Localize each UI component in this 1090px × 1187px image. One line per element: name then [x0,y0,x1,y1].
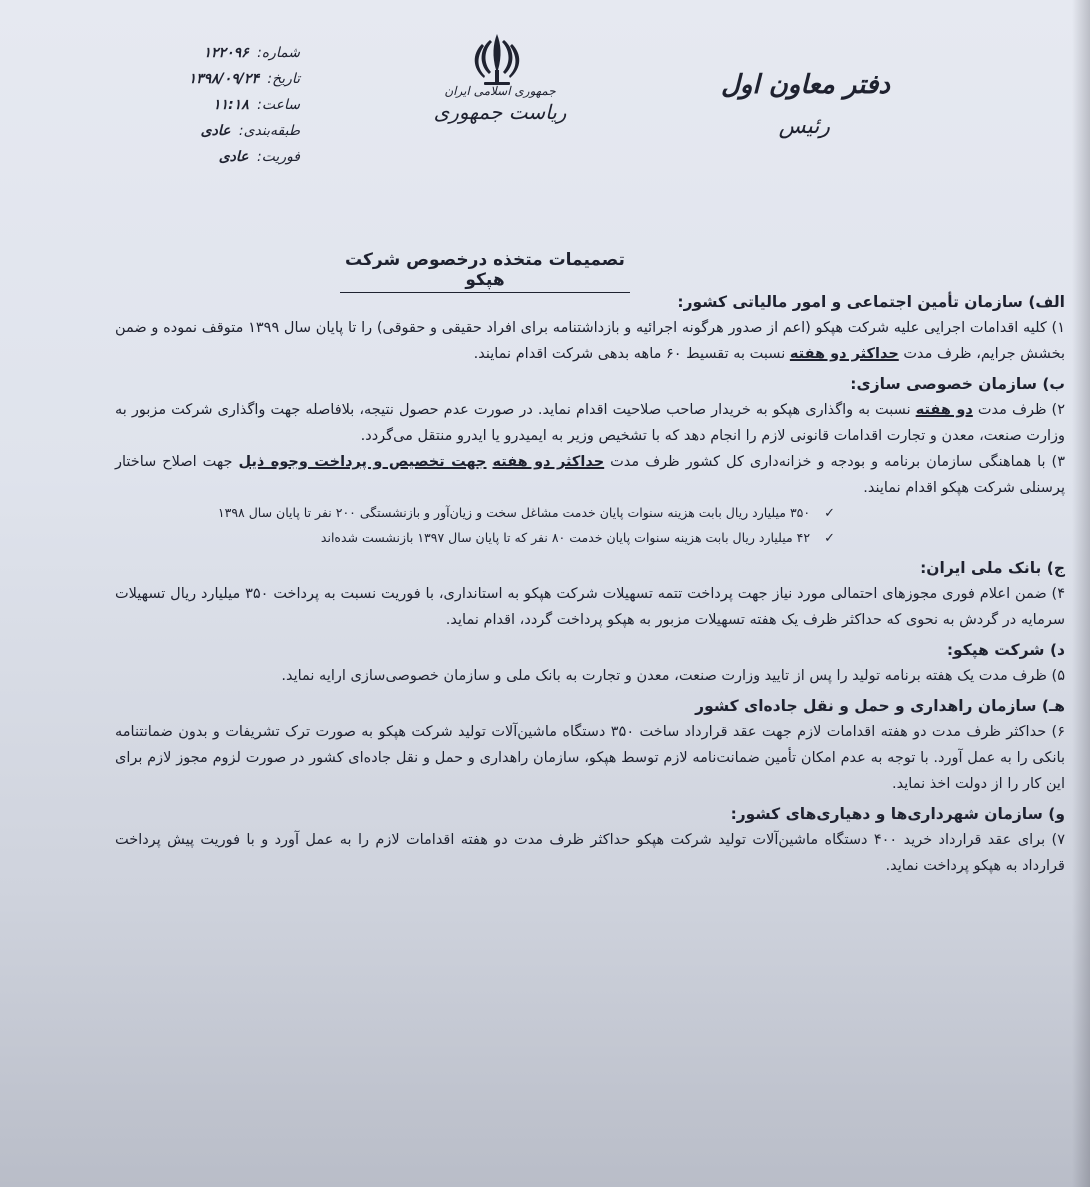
presidency-title: جمهوری اسلامی ایران ریاست جمهوری [433,84,567,124]
letter-number: شماره: ۱۲۲۰۹۶ [203,45,300,61]
item-1: ۱) کلیه اقدامات اجرایی علیه شرکت هپکو (اعم از صدور هرگونه اجرائیه و بازداشتنامه برای افراد حقیقی و حقوقی) را تا پایان سال ۱۳۹۹ متوقف نموده و ضمن بخشش جرایم، ظرف مدت حداکثر دو هفته نسبت به تقسیط ۶۰ ماهه بدهی شرکت اقدام نمایند. [115,320,1065,362]
office-title: دفتر معاون اول رئیس [720,70,890,139]
section-e-heading: هـ) سازمان راهداری و حمل و نقل جاده‌ای کشور [695,697,1065,715]
item-7: ۷) برای عقد قرارداد خرید ۴۰۰ دستگاه ماشین‌آلات تولید شرکت هپکو حداکثر ظرف مدت دو هفته اقدامات لازم را به عمل آورد و با فوریت پیش پرداخت قرارداد به هپکو پرداخت نماید. [115,832,1065,874]
letter-priority: فوریت: عادی [218,149,300,165]
letter-metadata [120,40,300,170]
item-3: ۳) با هماهنگی سازمان برنامه و بودجه و خزانه‌داری کل کشور ظرف مدت حداکثر دو هفته جهت تخصیص و پرداخت وجوه ذیل جهت اصلاح ساختار پرسنلی شرکت هپکو اقدام نمایند. [115,454,1065,496]
iran-emblem-icon [462,30,532,90]
check-icon: ✓ [824,506,835,521]
section-b-heading: ب) سازمان خصوصی سازی: [850,375,1065,393]
document-title: تصمیمات متخذه درخصوص شرکت هپکو [340,250,630,293]
section-f-heading: و) سازمان شهرداری‌ها و دهیاری‌های کشور: [730,805,1065,823]
letter-classification: طبقه‌بندی: عادی [200,123,300,139]
section-d-heading: د) شرکت هپکو: [946,641,1065,659]
letter-date: تاریخ: ۱۳۹۸/۰۹/۲۴ [188,71,300,87]
item-5: ۵) ظرف مدت یک هفته برنامه تولید را پس از تایید وزارت صنعت، معدن و تجارت به بانک ملی و سازمان خصوصی‌سازی ارایه نماید. [281,668,1065,684]
page-fold-shadow [1072,0,1090,1187]
checklist-item: ✓ ۴۲ میلیارد ریال بابت هزینه سنوات پایان خدمت ۸۰ نفر که تا پایان سال ۱۳۹۷ بازنشست شده‌اند [320,530,835,546]
checklist-item: ✓ ۳۵۰ میلیارد ریال بابت هزینه سنوات پایان خدمت مشاغل سخت و زیان‌آور و بازنشستگی ۲۰۰ نفر تا پایان سال ۱۳۹۸ [217,505,835,521]
item-6: ۶) حداکثر ظرف مدت دو هفته اقدامات لازم جهت عقد قرارداد ساخت ۳۵۰ دستگاه ماشین‌آلات تولید شرکت هپکو به صورت ترک تشریفات و بدون ضمانتنامه بانکی را به عمل آورد. با توجه به عدم امکان تأمین ضمانت‌نامه لازم توسط هپکو، سازمان راهداری و حمل و نقل جاده‌ای کشور در صورت لزوم مجوز لازم برای این کار را از دولت اخذ نماید. [115,724,1065,792]
section-a-heading: الف) سازمان تأمین اجتماعی و امور مالیاتی کشور: [677,293,1065,311]
check-icon: ✓ [824,531,835,546]
item-2: ۲) ظرف مدت دو هفته نسبت به واگذاری هپکو به خریدار صاحب صلاحیت اقدام نماید. در صورت عدم حصول نتیجه، بلافاصله جهت واگذاری شرکت مزبور به وزارت صنعت، معدن و تجارت اقدامات قانونی لازم را انجام دهد که با تشخیص وزیر به ایمیدرو یا ایدرو منتقل می‌گردد. [115,402,1066,444]
item-4: ۴) ضمن اعلام فوری مجوزهای احتمالی مورد نیاز جهت پرداخت تتمه تسهیلات شرکت هپکو به استانداری، با فوریت نسبت به پرداخت ۳۵۰ میلیارد ریال تسهیلات سرمایه در گردش به نحوی که حداکثر ظرف یک هفته تسهیلات مزبور به هپکو پرداخت گردد، اقدام نماید. [115,586,1065,628]
document-body [115,285,1065,879]
section-c-heading: ج) بانک ملی ایران: [920,559,1065,577]
letter-time: ساعت: ۱۱:۱۸ [213,97,300,113]
